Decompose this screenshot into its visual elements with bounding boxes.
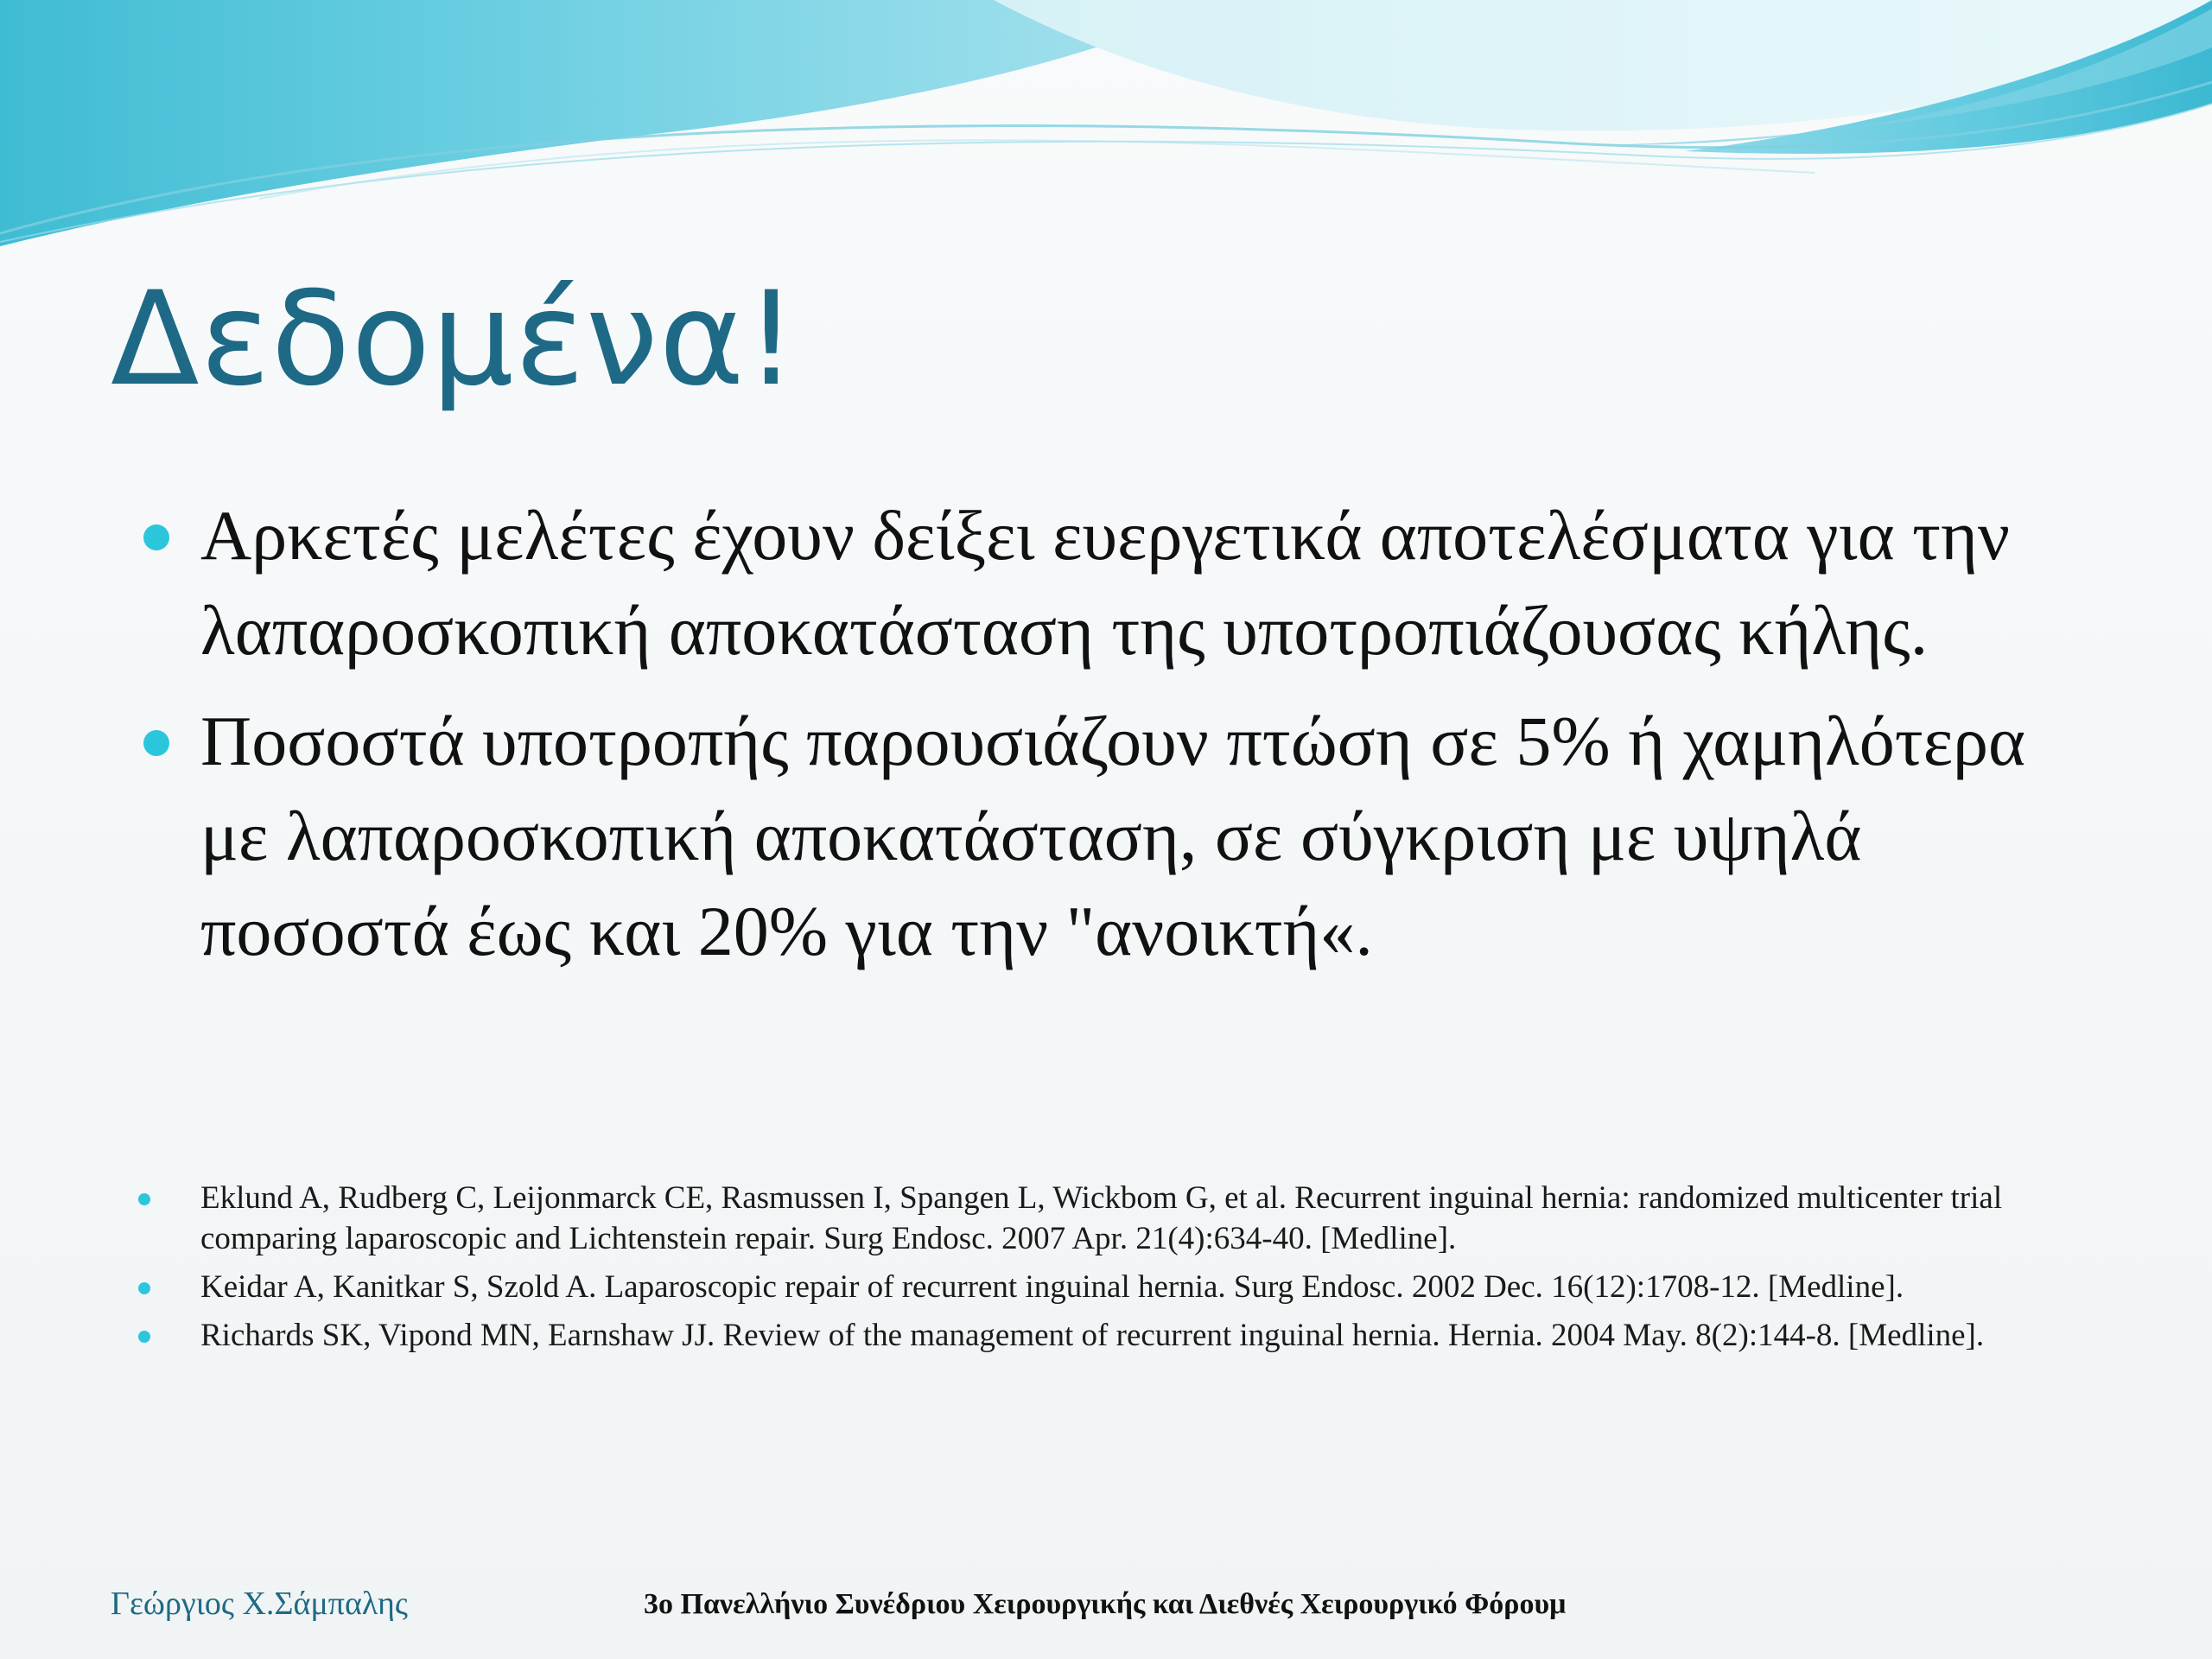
list-item bbox=[138, 488, 2082, 678]
bullet-dot-icon bbox=[143, 524, 169, 550]
footer-author: Γεώργιος Χ.Σάμπαλης bbox=[111, 1586, 408, 1622]
reference-item bbox=[138, 1315, 2100, 1356]
reference-text: Eklund A, Rudberg C, Leijonmarck CE, Rasmussen I, Spangen L, Wickbom G, et al. Recurrent inguinal hernia: randomized multicenter trial comparing laparoscopic and Lichtenstein repair. Surg Endosc. 2007 Apr. 21(4):634-40. [Medline]. bbox=[200, 1180, 2003, 1256]
references-list bbox=[138, 1178, 2100, 1363]
list-item bbox=[138, 694, 2082, 979]
bullet-text: Ποσοστά υποτροπής παρουσιάζουν πτώση σε 5% ή χαμηλότερα με λαπαροσκοπική αποκατάσταση, σε σύγκριση με υψηλά ποσοστά έως και 20% για την "ανοικτή«. bbox=[200, 702, 2026, 970]
bullet-text: Αρκετές μελέτες έχουν δείξει ευεργετικά αποτελέσματα για την λαπαροσκοπική αποκατάσταση της υποτροπιάζουσας κήλης. bbox=[200, 496, 2010, 670]
bullet-dot-icon bbox=[138, 1193, 150, 1205]
reference-text: Richards SK, Vipond MN, Earnshaw JJ. Review of the management of recurrent inguinal hernia. Hernia. 2004 May. 8(2):144-8. [Medline]. bbox=[200, 1318, 1985, 1353]
reference-item bbox=[138, 1267, 2100, 1307]
slide-title: Δεδομένα! bbox=[111, 264, 798, 415]
bullet-dot-icon bbox=[138, 1331, 150, 1343]
reference-text: Keidar A, Kanitkar S, Szold A. Laparoscopic repair of recurrent inguinal hernia. Surg Endosc. 2002 Dec. 16(12):1708-12. [Medline]. bbox=[200, 1269, 1904, 1305]
header-wave-decoration bbox=[0, 0, 2212, 259]
reference-item bbox=[138, 1178, 2100, 1259]
main-bullet-list bbox=[138, 488, 2082, 995]
bullet-dot-icon bbox=[138, 1282, 150, 1294]
bullet-dot-icon bbox=[143, 730, 169, 756]
footer-conference: 3ο Πανελλήνιο Συνέδριου Χειρουργικής και Διεθνές Χειρουργικό Φόρουμ bbox=[644, 1588, 1567, 1620]
